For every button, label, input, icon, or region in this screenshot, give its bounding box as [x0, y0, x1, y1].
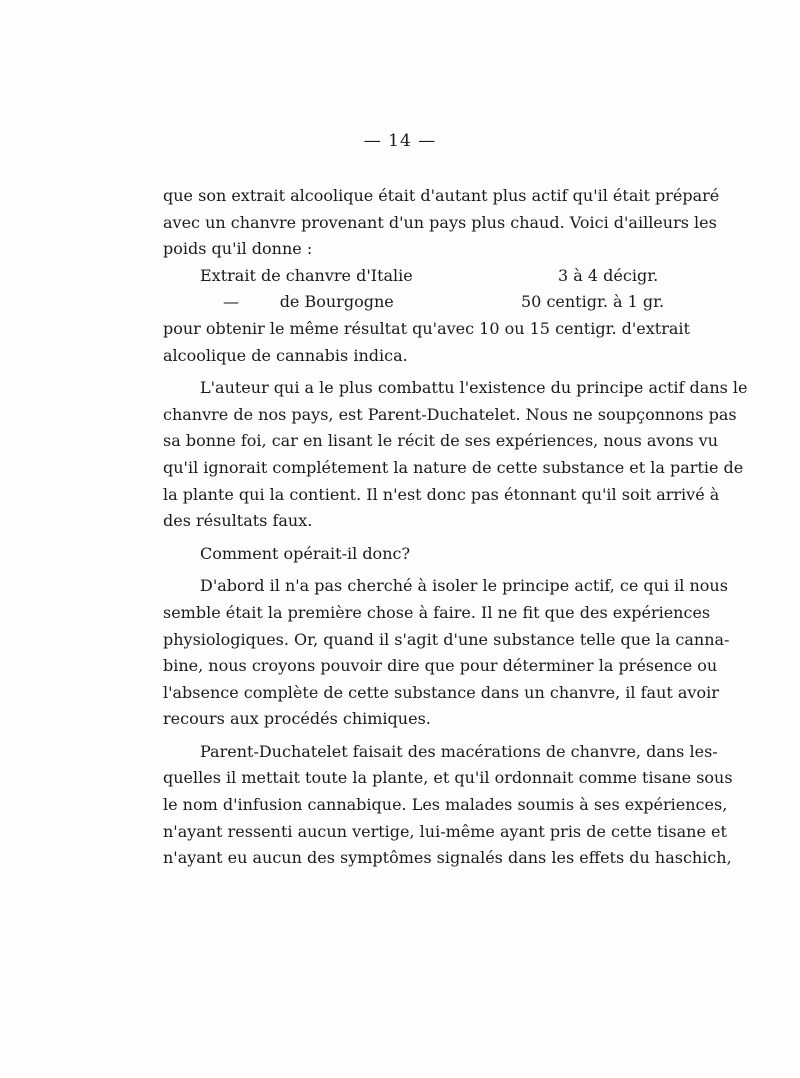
paragraph-4: [163, 541, 685, 568]
text-line: poids qu'il donne :: [163, 239, 313, 259]
text-line: D'abord il n'a pas cherché à isoler le principe actif, ce qui il nous: [200, 576, 728, 596]
text-line: semble était la première chose à faire. Il ne fit que des expériences: [163, 602, 711, 622]
text-line: bine, nous croyons pouvoir dire que pour déterminer la présence ou: [163, 656, 718, 676]
text-line: que son extrait alcoolique était d'autant plus actif qu'il était préparé: [163, 186, 720, 205]
text-line: Parent-Duchatelet faisait des macérations de chanvre, dans les-: [200, 741, 718, 761]
dose-value: 50 centigr. à 1 gr.: [521, 292, 665, 312]
text-line: pour obtenir le même résultat qu'avec 10 ou 15 centigr. d'extrait: [163, 318, 690, 338]
paragraph-5: [163, 573, 730, 733]
text-line: physiologiques. Or, quand il s'agit d'une substance telle que la canna-: [163, 629, 730, 649]
paragraph-6: [163, 739, 733, 872]
text-line: le nom d'infusion cannabique. Les malades soumis à ses expériences,: [163, 795, 728, 815]
paragraph-3: [163, 375, 748, 535]
text-line: la plante qui la contient. Il n'est donc pas étonnant qu'il soit arrivé à: [163, 484, 720, 504]
page-number: — 14 —: [363, 131, 437, 151]
text-line: Comment opérait-il donc?: [200, 543, 411, 563]
paragraph-1: [163, 183, 720, 263]
text-line: qu'il ignorait complétement la nature de cette substance et la partie de: [163, 457, 744, 477]
dose-label: Extrait de chanvre d'Italie: [200, 265, 413, 285]
text-line: L'auteur qui a le plus combattu l'existence du principe actif dans le: [200, 378, 748, 398]
text-line: n'ayant eu aucun des symptômes signalés dans les effets du haschich,: [163, 848, 732, 868]
dose-table: [163, 263, 685, 316]
body-text: [163, 183, 748, 872]
dose-value: 3 à 4 décigr.: [558, 265, 659, 285]
text-line: l'absence complète de cette substance dans un chanvre, il faut avoir: [163, 682, 719, 702]
text-line: sa bonne foi, car en lisant le récit de ses expériences, nous avons vu: [163, 431, 719, 451]
dose-row: [163, 289, 685, 316]
text-line: quelles il mettait toute la plante, et qu'il ordonnait comme tisane sous: [163, 768, 733, 788]
text-line: des résultats faux.: [163, 511, 313, 531]
text-line: chanvre de nos pays, est Parent-Duchatelet. Nous ne soupçonnons pas: [163, 404, 737, 424]
dose-label: — de Bourgogne: [223, 292, 394, 312]
text-line: recours aux procédés chimiques.: [163, 709, 431, 729]
dose-row: [163, 263, 685, 290]
text-line: avec un chanvre provenant d'un pays plus chaud. Voici d'ailleurs les: [163, 212, 717, 232]
text-line: alcoolique de cannabis indica.: [163, 345, 408, 365]
paragraph-2: [163, 316, 690, 369]
text-line: n'ayant ressenti aucun vertige, lui-même ayant pris de cette tisane et: [163, 821, 727, 841]
